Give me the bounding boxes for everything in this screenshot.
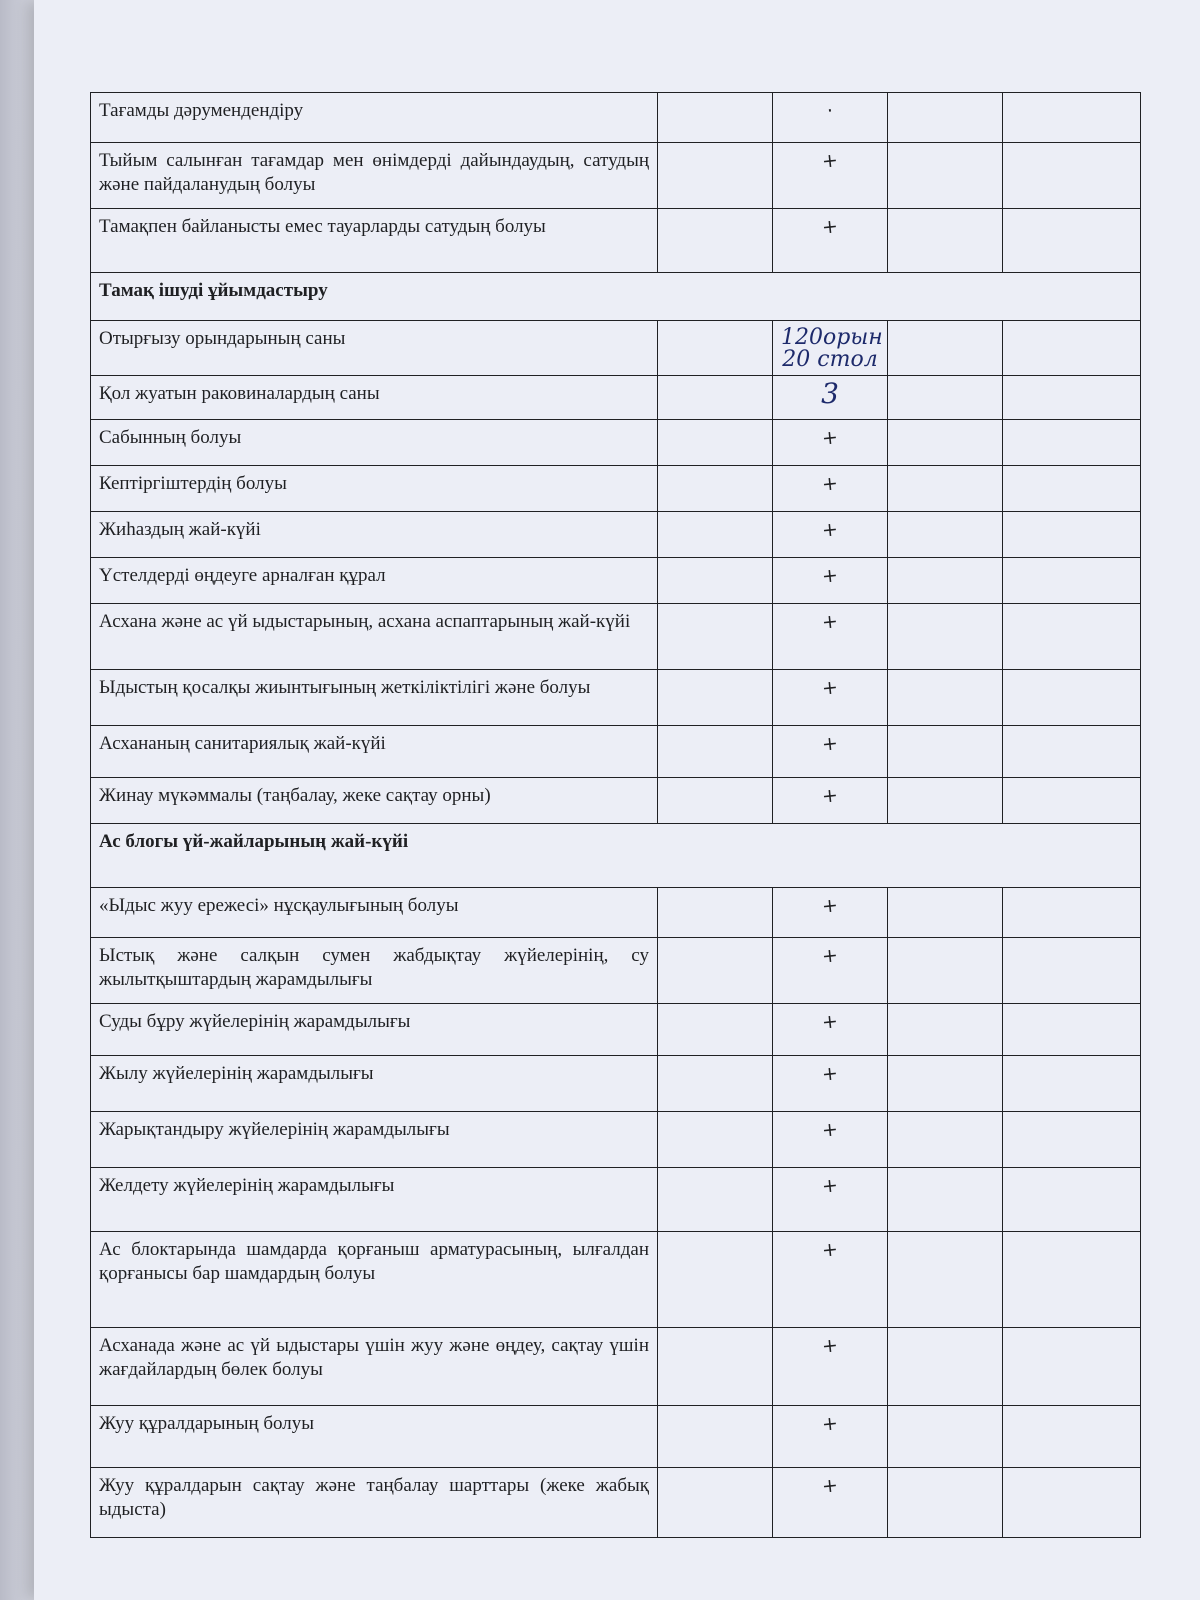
plus-mark: + — [820, 1412, 840, 1436]
blank-cell — [1003, 1232, 1141, 1328]
blank-cell — [658, 466, 773, 512]
blank-cell — [888, 670, 1003, 726]
plus-mark: + — [820, 784, 840, 808]
criterion-label: Асхананың санитариялық жай-күйі — [91, 726, 658, 778]
table-row — [91, 143, 1141, 209]
plus-mark: + — [820, 732, 840, 756]
blank-cell — [658, 938, 773, 1004]
section-row — [91, 824, 1141, 888]
blank-cell — [1003, 143, 1141, 209]
blank-cell — [888, 938, 1003, 1004]
table-row — [91, 420, 1141, 466]
blank-cell — [1003, 938, 1141, 1004]
handwritten-mark — [773, 1406, 888, 1468]
handwritten-mark — [773, 604, 888, 670]
plus-mark: + — [820, 149, 840, 173]
criterion-label: Жуу құралдарының болуы — [91, 1406, 658, 1468]
blank-cell — [888, 1328, 1003, 1406]
blank-cell — [658, 1004, 773, 1056]
blank-cell — [888, 209, 1003, 273]
table-row — [91, 321, 1141, 376]
plus-mark: + — [820, 610, 840, 634]
handwritten-mark — [773, 209, 888, 273]
blank-cell — [658, 1112, 773, 1168]
plus-mark: + — [820, 894, 840, 918]
section-heading: Тамақ ішуді ұйымдастыру — [91, 273, 1141, 321]
plus-mark: + — [820, 1334, 840, 1358]
plus-mark: + — [820, 1118, 840, 1142]
blank-cell — [658, 93, 773, 143]
handwritten-mark — [773, 726, 888, 778]
blank-cell — [1003, 209, 1141, 273]
blank-cell — [658, 420, 773, 466]
handwritten-mark — [773, 938, 888, 1004]
blank-cell — [888, 726, 1003, 778]
handwritten-seats: 120орын — [781, 325, 883, 350]
criterion-label: Жарықтандыру жүйелерінің жарамдылығы — [91, 1112, 658, 1168]
handwritten-mark — [773, 466, 888, 512]
criterion-label: Ас блоктарында шамдарда қорғаныш арматурасының, ылғалдан қорғанысы бар шамдардың болуы — [91, 1232, 658, 1328]
blank-cell — [1003, 93, 1141, 143]
blank-cell — [658, 888, 773, 938]
mark-value: 3 — [821, 377, 839, 410]
page-edge — [0, 0, 34, 1600]
blank-cell — [888, 604, 1003, 670]
blank-cell — [1003, 420, 1141, 466]
blank-cell — [658, 1168, 773, 1232]
blank-cell — [1003, 1406, 1141, 1468]
criterion-label: Кептіргіштердің болуы — [91, 466, 658, 512]
criterion-label: «Ыдыс жуу ережесі» нұсқаулығының болуы — [91, 888, 658, 938]
blank-cell — [888, 420, 1003, 466]
plus-mark: + — [820, 1062, 840, 1086]
table-row — [91, 1328, 1141, 1406]
table-row — [91, 466, 1141, 512]
plus-mark: + — [820, 1474, 840, 1498]
handwritten-mark — [773, 143, 888, 209]
section-row — [91, 273, 1141, 321]
blank-cell — [1003, 466, 1141, 512]
blank-cell — [658, 143, 773, 209]
handwritten-mark — [773, 1004, 888, 1056]
blank-cell — [888, 321, 1003, 376]
blank-cell — [658, 726, 773, 778]
blank-cell — [658, 670, 773, 726]
document-page — [34, 0, 1200, 1600]
blank-cell — [658, 778, 773, 824]
blank-cell — [888, 1112, 1003, 1168]
table-row — [91, 604, 1141, 670]
plus-mark: + — [820, 1010, 840, 1034]
handwritten-mark — [773, 888, 888, 938]
criterion-label: Тыйым салынған тағамдар мен өнімдерді дайындаудың, сатудың және пайдаланудың болуы — [91, 143, 658, 209]
blank-cell — [658, 1056, 773, 1112]
handwritten-mark — [773, 1112, 888, 1168]
handwritten-mark — [773, 1056, 888, 1112]
handwritten-mark — [773, 1328, 888, 1406]
table-row — [91, 778, 1141, 824]
blank-cell — [658, 604, 773, 670]
criterion-label: Отырғызу орындарының саны — [91, 321, 658, 376]
criterion-label: Қол жуатын раковиналардың саны — [91, 376, 658, 420]
plus-mark: + — [820, 1238, 840, 1262]
criterion-label: Жиһаздың жай-күйі — [91, 512, 658, 558]
handwritten-mark — [773, 512, 888, 558]
inspection-table — [90, 92, 1141, 1538]
handwritten-mark — [773, 1468, 888, 1538]
blank-cell — [888, 1468, 1003, 1538]
criterion-label: Жинау мүкәммалы (таңбалау, жеке сақтау орны) — [91, 778, 658, 824]
plus-mark: + — [820, 518, 840, 542]
table-row — [91, 512, 1141, 558]
criterion-label: Асхана және ас үй ыдыстарының, асхана аспаптарының жай-күйі — [91, 604, 658, 670]
blank-cell — [1003, 604, 1141, 670]
plus-mark: + — [820, 1174, 840, 1198]
mark-value: · — [825, 99, 835, 123]
criterion-label: Үстелдерді өңдеуге арналған құрал — [91, 558, 658, 604]
blank-cell — [658, 1328, 773, 1406]
section-heading: Ас блогы үй-жайларының жай-күйі — [91, 824, 1141, 888]
blank-cell — [888, 1056, 1003, 1112]
table-row — [91, 93, 1141, 143]
table-row — [91, 1004, 1141, 1056]
blank-cell — [888, 1406, 1003, 1468]
handwritten-mark — [773, 778, 888, 824]
handwritten-tables: 20 стол — [782, 347, 878, 372]
blank-cell — [888, 1168, 1003, 1232]
blank-cell — [888, 778, 1003, 824]
handwritten-mark — [773, 1168, 888, 1232]
blank-cell — [1003, 670, 1141, 726]
criterion-label: Ыстық және салқын сумен жабдықтау жүйелерінің, су жылытқыштардың жарамдылығы — [91, 938, 658, 1004]
criterion-label: Тамақпен байланысты емес тауарларды сатудың болуы — [91, 209, 658, 273]
criterion-label: Суды бұру жүйелерінің жарамдылығы — [91, 1004, 658, 1056]
blank-cell — [1003, 1328, 1141, 1406]
handwritten-mark — [773, 558, 888, 604]
blank-cell — [1003, 1112, 1141, 1168]
blank-cell — [658, 1406, 773, 1468]
criterion-label: Асханада және ас үй ыдыстары үшін жуу және өңдеу, сақтау үшін жағдайлардың бөлек болуы — [91, 1328, 658, 1406]
table-row — [91, 1168, 1141, 1232]
handwritten-mark — [773, 93, 888, 143]
blank-cell — [888, 558, 1003, 604]
blank-cell — [658, 1468, 773, 1538]
blank-cell — [1003, 1168, 1141, 1232]
table-row — [91, 1112, 1141, 1168]
table-row — [91, 209, 1141, 273]
blank-cell — [658, 321, 773, 376]
plus-mark: + — [820, 676, 840, 700]
blank-cell — [1003, 778, 1141, 824]
plus-mark: + — [820, 426, 840, 450]
table-row — [91, 1232, 1141, 1328]
table-row — [91, 1468, 1141, 1538]
table-row — [91, 938, 1141, 1004]
blank-cell — [1003, 558, 1141, 604]
table-row — [91, 1056, 1141, 1112]
table-row — [91, 558, 1141, 604]
table-row — [91, 376, 1141, 420]
blank-cell — [658, 558, 773, 604]
criterion-label: Жуу құралдарын сақтау және таңбалау шарттары (жеке жабық ыдыста) — [91, 1468, 658, 1538]
plus-mark: + — [820, 215, 840, 239]
criterion-label: Желдету жүйелерінің жарамдылығы — [91, 1168, 658, 1232]
blank-cell — [888, 888, 1003, 938]
blank-cell — [1003, 888, 1141, 938]
blank-cell — [658, 1232, 773, 1328]
plus-mark: + — [820, 944, 840, 968]
blank-cell — [888, 512, 1003, 558]
blank-cell — [1003, 1056, 1141, 1112]
criterion-label: Ыдыстың қосалқы жиынтығының жеткіліктілігі және болуы — [91, 670, 658, 726]
criterion-label: Жылу жүйелерінің жарамдылығы — [91, 1056, 658, 1112]
criterion-label: Сабынның болуы — [91, 420, 658, 466]
blank-cell — [1003, 1468, 1141, 1538]
blank-cell — [888, 466, 1003, 512]
handwritten-mark — [773, 321, 888, 376]
criterion-label: Тағамды дәрумендендіру — [91, 93, 658, 143]
blank-cell — [1003, 376, 1141, 420]
blank-cell — [1003, 512, 1141, 558]
blank-cell — [888, 376, 1003, 420]
blank-cell — [658, 209, 773, 273]
plus-mark: + — [820, 564, 840, 588]
blank-cell — [888, 1004, 1003, 1056]
blank-cell — [888, 93, 1003, 143]
handwritten-mark — [773, 670, 888, 726]
blank-cell — [1003, 726, 1141, 778]
handwritten-mark — [773, 420, 888, 466]
blank-cell — [888, 1232, 1003, 1328]
table-row — [91, 726, 1141, 778]
blank-cell — [658, 512, 773, 558]
handwritten-mark — [773, 1232, 888, 1328]
table-row — [91, 1406, 1141, 1468]
table-row — [91, 670, 1141, 726]
handwritten-mark — [773, 376, 888, 420]
blank-cell — [1003, 321, 1141, 376]
blank-cell — [888, 143, 1003, 209]
table-row — [91, 888, 1141, 938]
blank-cell — [658, 376, 773, 420]
blank-cell — [1003, 1004, 1141, 1056]
plus-mark: + — [820, 472, 840, 496]
